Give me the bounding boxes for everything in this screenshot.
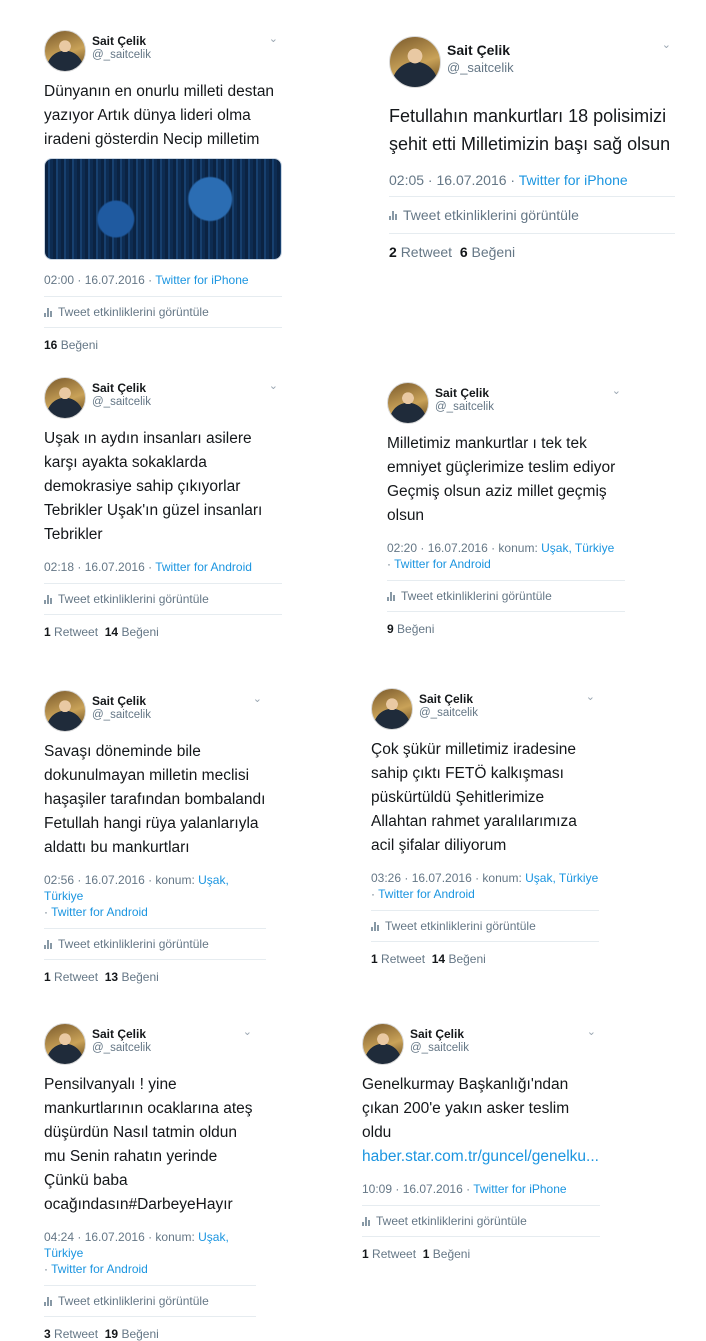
tweet-stats — [389, 234, 675, 260]
chevron-down-icon[interactable]: ⌄ — [611, 385, 621, 397]
display-name[interactable]: Sait Çelik — [92, 694, 147, 708]
chevron-down-icon[interactable]: ⌄ — [586, 1026, 596, 1038]
display-name[interactable]: Sait Çelik — [92, 1027, 147, 1041]
chevron-down-icon[interactable]: ⌄ — [585, 691, 595, 703]
tweet-header — [44, 690, 266, 734]
tweet-text — [362, 1073, 600, 1169]
tweet-card — [44, 30, 282, 352]
like-count[interactable]: 9 — [387, 622, 394, 636]
username[interactable]: @_saitcelik — [419, 707, 478, 719]
tweet-stats — [362, 1237, 600, 1261]
timestamp[interactable]: 02:20 · 16.07.2016 · — [387, 541, 499, 555]
avatar[interactable] — [44, 30, 86, 72]
location-prefix: konum: — [498, 541, 542, 555]
activity-label: Tweet etkinliklerini görüntüle — [401, 589, 552, 603]
like-count[interactable]: 6 — [459, 244, 468, 260]
tweet-header — [44, 1023, 256, 1067]
source-link[interactable]: Twitter for Android — [394, 557, 491, 571]
timestamp[interactable]: 02:56 · 16.07.2016 · — [44, 873, 156, 887]
source-link[interactable]: Twitter for iPhone — [473, 1182, 567, 1196]
retweet-label[interactable]: Retweet — [54, 970, 99, 984]
bar-chart-icon — [44, 1297, 52, 1306]
bar-chart-icon — [371, 922, 379, 931]
location-prefix: konum: — [155, 873, 199, 887]
timestamp[interactable]: 04:24 · 16.07.2016 · — [44, 1230, 156, 1244]
source-separator: · — [371, 887, 379, 901]
like-label[interactable]: Beğeni — [121, 625, 159, 639]
tweet-header — [389, 36, 675, 92]
tweet-activity-link[interactable] — [44, 584, 282, 614]
like-label[interactable]: Beğeni — [448, 952, 486, 966]
bar-chart-icon — [362, 1217, 370, 1226]
avatar[interactable] — [362, 1023, 404, 1065]
location-link[interactable]: Uşak, Türkiye — [44, 1230, 229, 1260]
retweet-count[interactable]: 1 — [44, 625, 51, 639]
tweet-card — [362, 1023, 600, 1261]
tweet-stats — [387, 612, 625, 636]
timestamp[interactable]: 02:18 · 16.07.2016 · — [44, 560, 156, 574]
retweet-label[interactable]: Retweet — [54, 625, 99, 639]
tweet-header — [44, 377, 282, 421]
avatar[interactable] — [44, 690, 86, 732]
tweet-meta — [371, 870, 599, 902]
tweet-activity-link[interactable] — [44, 929, 266, 959]
display-name[interactable]: Sait Çelik — [92, 381, 147, 395]
bar-chart-icon — [387, 592, 395, 601]
tweet-body: Genelkurmay Başkanlığı'ndan çıkan 200'e yakın asker teslim oldu — [362, 1076, 570, 1141]
tweet-body: Çok şükür milletimiz iradesine sahip çıktı FETÖ kalkışması püskürtüldü Şehitlerimize Allahtan rahmet yaralılarımıza acil şifalar diliyorum — [371, 741, 577, 854]
tweet-stats — [44, 1317, 256, 1341]
like-count[interactable]: 14 — [104, 625, 119, 639]
display-name[interactable]: Sait Çelik — [410, 1027, 465, 1041]
like-label[interactable]: Beğeni — [121, 970, 159, 984]
tweet-text — [44, 427, 282, 547]
username[interactable]: @_saitcelik — [447, 60, 514, 75]
retweet-count[interactable]: 2 — [389, 244, 397, 260]
tweet-stats — [44, 615, 282, 639]
location-link[interactable]: Uşak, Türkiye — [525, 871, 599, 885]
source-separator: · — [44, 1262, 52, 1276]
retweet-count[interactable]: 1 — [44, 970, 51, 984]
chevron-down-icon[interactable]: ⌄ — [242, 1026, 252, 1038]
source-separator: · — [387, 557, 395, 571]
like-label[interactable]: Beğeni — [60, 338, 99, 352]
activity-label: Tweet etkinliklerini görüntüle — [403, 207, 579, 223]
retweet-label[interactable]: Retweet — [372, 1247, 417, 1261]
timestamp[interactable]: 02:05 · 16.07.2016 · — [389, 172, 519, 188]
username[interactable]: @_saitcelik — [410, 1042, 469, 1054]
timestamp[interactable]: 10:09 · 16.07.2016 · — [362, 1182, 474, 1196]
tweet-text — [387, 432, 625, 528]
source-link[interactable]: Twitter for Android — [155, 560, 252, 574]
tweet-meta — [389, 172, 675, 188]
tweet-activity-link[interactable] — [371, 911, 599, 941]
tweet-body: Milletimiz mankurtlar ı tek tek emniyet güçlerimize teslim ediyor Geçmiş olsun aziz millet geçmiş olsun — [387, 435, 616, 524]
activity-label: Tweet etkinliklerini görüntüle — [58, 1294, 209, 1308]
tweet-activity-link[interactable] — [389, 197, 675, 233]
retweet-label[interactable]: Retweet — [54, 1327, 99, 1341]
username[interactable]: @_saitcelik — [92, 49, 151, 61]
tweet-header — [362, 1023, 600, 1067]
activity-label: Tweet etkinliklerini görüntüle — [58, 592, 209, 606]
display-name[interactable]: Sait Çelik — [92, 34, 147, 48]
tweet-text — [44, 1073, 256, 1217]
tweet-activity-link[interactable] — [44, 297, 282, 327]
tweet-stats — [371, 942, 599, 966]
tweet-activity-link[interactable] — [362, 1206, 600, 1236]
retweet-label[interactable]: Retweet — [381, 952, 426, 966]
display-name[interactable]: Sait Çelik — [435, 386, 490, 400]
timestamp[interactable]: 02:00 · 16.07.2016 · — [44, 273, 156, 287]
tweet-activity-link[interactable] — [387, 581, 625, 611]
username[interactable]: @_saitcelik — [92, 396, 151, 408]
activity-label: Tweet etkinliklerini görüntüle — [376, 1214, 527, 1228]
tweet-link[interactable]: haber.star.com.tr/guncel/genelku... — [362, 1148, 599, 1165]
chevron-down-icon[interactable]: ⌄ — [252, 693, 262, 705]
location-prefix: konum: — [155, 1230, 199, 1244]
chevron-down-icon[interactable]: ⌄ — [268, 380, 278, 392]
avatar[interactable] — [389, 36, 441, 88]
tweet-meta — [44, 1229, 256, 1277]
source-link[interactable]: Twitter for Android — [51, 1262, 148, 1276]
location-link[interactable]: Uşak, Türkiye — [541, 541, 615, 555]
source-link[interactable]: Twitter for Android — [51, 905, 148, 919]
tweet-body: Pensilvanyalı ! yine mankurtlarının ocaklarına ateş düşürdün Nasıl tatmin oldun mu Senin rahatın yerinde Çünkü baba ocağındasın#DarbeyeHayır — [44, 1076, 253, 1213]
tweet-text — [389, 102, 675, 158]
username[interactable]: @_saitcelik — [92, 1042, 151, 1054]
like-count[interactable]: 14 — [431, 952, 446, 966]
tweet-meta — [44, 872, 266, 920]
like-count[interactable]: 16 — [44, 338, 58, 352]
bar-chart-icon — [44, 595, 52, 604]
tweet-card — [371, 688, 599, 966]
timestamp[interactable]: 03:26 · 16.07.2016 · — [371, 871, 483, 885]
avatar[interactable] — [44, 377, 86, 419]
tweet-header — [44, 30, 282, 74]
avatar[interactable] — [44, 1023, 86, 1065]
tweet-meta — [44, 559, 282, 575]
like-label[interactable]: Beğeni — [397, 622, 435, 636]
tweet-header — [387, 382, 625, 426]
tweet-stats — [44, 960, 266, 984]
bar-chart-icon — [44, 308, 52, 317]
tweet-card — [389, 36, 675, 260]
chevron-down-icon[interactable]: ⌄ — [661, 39, 671, 51]
username[interactable]: @_saitcelik — [435, 401, 494, 413]
tweet-body: Savaşı döneminde bile dokunulmayan milletin meclisi haşaşiler tarafından bombalandı Fetullah hangi rüya yalanlarıyla aldattı bu mankurtları — [44, 743, 266, 856]
tweet-card — [44, 1023, 256, 1341]
tweet-meta — [362, 1181, 600, 1197]
tweet-card — [44, 377, 282, 639]
tweet-media-image[interactable] — [44, 158, 282, 260]
tweet-meta — [44, 272, 282, 288]
like-count[interactable]: 1 — [422, 1247, 430, 1261]
source-separator: · — [44, 905, 52, 919]
tweet-meta — [387, 540, 625, 572]
like-count[interactable]: 19 — [104, 1327, 119, 1341]
tweet-body: Dünyanın en onurlu milleti destan yazıyor Artık dünya lideri olma iradeni gösterdin Necip milletim — [44, 83, 275, 148]
tweet-stats — [44, 328, 282, 352]
like-label[interactable]: Beğeni — [121, 1327, 159, 1341]
avatar[interactable] — [371, 688, 413, 730]
activity-label: Tweet etkinliklerini görüntüle — [58, 305, 209, 319]
bar-chart-icon — [389, 211, 397, 220]
avatar[interactable] — [387, 382, 429, 424]
source-link[interactable]: Twitter for iPhone — [518, 172, 628, 188]
location-link[interactable]: Uşak, Türkiye — [44, 873, 229, 903]
source-link[interactable]: Twitter for Android — [378, 887, 475, 901]
source-link[interactable]: Twitter for iPhone — [155, 273, 249, 287]
tweet-body: Fetullahın mankurtları 18 polisimizi şehit etti Milletimizin başı sağ olsun — [389, 106, 671, 154]
tweet-card — [387, 382, 625, 636]
tweet-body: Uşak ın aydın insanları asilere karşı ayakta sokaklarda demokrasiye sahip çıkıyorlar Tebrikler Uşak'ın güzel insanları Tebrikler — [44, 430, 263, 543]
tweet-header — [371, 688, 599, 732]
bar-chart-icon — [44, 940, 52, 949]
location-prefix: konum: — [482, 871, 526, 885]
like-label[interactable]: Beğeni — [471, 244, 516, 260]
tweet-activity-link[interactable] — [44, 1286, 256, 1316]
retweet-label[interactable]: Retweet — [400, 244, 453, 260]
tweet-text — [44, 80, 282, 152]
retweet-count[interactable]: 3 — [44, 1327, 51, 1341]
like-label[interactable]: Beğeni — [432, 1247, 471, 1261]
like-count[interactable]: 13 — [104, 970, 119, 984]
username[interactable]: @_saitcelik — [92, 709, 151, 721]
display-name[interactable]: Sait Çelik — [419, 692, 474, 706]
tweet-text — [371, 738, 599, 858]
retweet-count[interactable]: 1 — [371, 952, 378, 966]
activity-label: Tweet etkinliklerini görüntüle — [58, 937, 209, 951]
retweet-count[interactable]: 1 — [362, 1247, 369, 1261]
chevron-down-icon[interactable]: ⌄ — [268, 33, 278, 45]
tweet-text — [44, 740, 266, 860]
display-name[interactable]: Sait Çelik — [447, 42, 511, 58]
activity-label: Tweet etkinliklerini görüntüle — [385, 919, 536, 933]
tweet-card — [44, 690, 266, 984]
